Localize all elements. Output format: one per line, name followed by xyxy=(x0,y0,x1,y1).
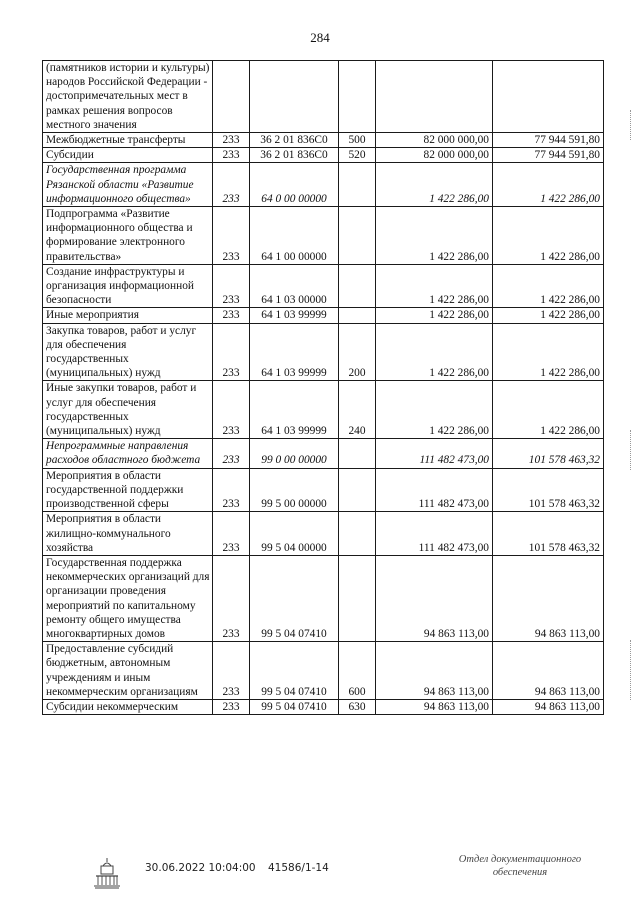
cell-target-article: 99 0 00 00000 xyxy=(250,439,339,468)
table-row xyxy=(43,207,604,265)
cell-ministry-code: 233 xyxy=(213,133,250,148)
cell-planned-amount xyxy=(376,61,493,133)
footer-stamp xyxy=(440,853,600,879)
cell-expense-type xyxy=(339,555,376,641)
table-row xyxy=(43,381,604,439)
cell-planned-amount: 82 000 000,00 xyxy=(376,148,493,163)
cell-expense-type: 200 xyxy=(339,323,376,381)
cell-actual-amount: 94 863 113,00 xyxy=(493,699,604,714)
cell-name: Предоставление субсидий бюджетным, автономным учреждениям и иным некоммерческим организациям xyxy=(43,642,213,700)
cell-ministry-code: 233 xyxy=(213,308,250,323)
cell-actual-amount: 1 422 286,00 xyxy=(493,264,604,308)
cell-name: Непрограммные направления расходов областного бюджета xyxy=(43,439,213,468)
cell-actual-amount: 77 944 591,80 xyxy=(493,133,604,148)
table-row xyxy=(43,512,604,556)
table-row xyxy=(43,468,604,512)
cell-ministry-code: 233 xyxy=(213,148,250,163)
cell-expense-type: 240 xyxy=(339,381,376,439)
table-row xyxy=(43,61,604,133)
budget-table xyxy=(42,60,604,715)
cell-ministry-code: 233 xyxy=(213,207,250,265)
table-row xyxy=(43,148,604,163)
cell-name: Создание инфраструктуры и организация информационной безопасности xyxy=(43,264,213,308)
cell-actual-amount: 1 422 286,00 xyxy=(493,323,604,381)
cell-actual-amount: 1 422 286,00 xyxy=(493,381,604,439)
building-emblem-icon xyxy=(92,856,122,890)
cell-expense-type xyxy=(339,468,376,512)
cell-planned-amount: 1 422 286,00 xyxy=(376,381,493,439)
cell-ministry-code: 233 xyxy=(213,699,250,714)
cell-ministry-code: 233 xyxy=(213,555,250,641)
cell-target-article: 99 5 04 00000 xyxy=(250,512,339,556)
table-row xyxy=(43,439,604,468)
cell-ministry-code: 233 xyxy=(213,323,250,381)
cell-expense-type: 520 xyxy=(339,148,376,163)
cell-actual-amount: 101 578 463,32 xyxy=(493,439,604,468)
cell-target-article: 64 1 00 00000 xyxy=(250,207,339,265)
cell-name: Мероприятия в области государственной поддержки производственной сферы xyxy=(43,468,213,512)
cell-actual-amount: 77 944 591,80 xyxy=(493,148,604,163)
cell-actual-amount: 1 422 286,00 xyxy=(493,163,604,207)
cell-name: Субсидии некоммерческим xyxy=(43,699,213,714)
cell-name: Межбюджетные трансферты xyxy=(43,133,213,148)
cell-planned-amount: 111 482 473,00 xyxy=(376,468,493,512)
footer-registration-number: 41586/1-14 xyxy=(268,862,329,874)
cell-actual-amount: 94 863 113,00 xyxy=(493,555,604,641)
cell-ministry-code: 233 xyxy=(213,642,250,700)
cell-target-article: 99 5 04 07410 xyxy=(250,555,339,641)
cell-actual-amount: 1 422 286,00 xyxy=(493,207,604,265)
cell-planned-amount: 111 482 473,00 xyxy=(376,439,493,468)
cell-planned-amount: 82 000 000,00 xyxy=(376,133,493,148)
cell-name: Государственная программа Рязанской области «Развитие информационного общества» xyxy=(43,163,213,207)
table-row xyxy=(43,555,604,641)
cell-ministry-code xyxy=(213,61,250,133)
cell-name: Подпрограмма «Развитие информационного общества и формирование электронного правительства» xyxy=(43,207,213,265)
margin-mark xyxy=(630,430,637,470)
table-row xyxy=(43,133,604,148)
cell-name: Государственная поддержка некоммерческих организаций для организации проведения мероприятий по капитальному ремонту общего имущества многоквартирных домов xyxy=(43,555,213,641)
cell-planned-amount: 1 422 286,00 xyxy=(376,163,493,207)
cell-target-article: 36 2 01 836C0 xyxy=(250,133,339,148)
cell-ministry-code: 233 xyxy=(213,512,250,556)
cell-ministry-code: 233 xyxy=(213,264,250,308)
cell-target-article: 64 1 03 99999 xyxy=(250,308,339,323)
cell-name: (памятников истории и культуры) народов Российской Федерации - достопримечательных мест в рамках решения вопросов местного значения xyxy=(43,61,213,133)
cell-planned-amount: 94 863 113,00 xyxy=(376,699,493,714)
table-row xyxy=(43,163,604,207)
cell-expense-type xyxy=(339,61,376,133)
cell-actual-amount: 101 578 463,32 xyxy=(493,468,604,512)
footer-date: 30.06.2022 10:04:00 xyxy=(145,862,256,874)
cell-planned-amount: 1 422 286,00 xyxy=(376,308,493,323)
cell-ministry-code: 233 xyxy=(213,163,250,207)
cell-ministry-code: 233 xyxy=(213,468,250,512)
table-row xyxy=(43,642,604,700)
cell-expense-type xyxy=(339,163,376,207)
cell-expense-type xyxy=(339,264,376,308)
cell-expense-type: 630 xyxy=(339,699,376,714)
cell-target-article xyxy=(250,61,339,133)
cell-target-article: 99 5 00 00000 xyxy=(250,468,339,512)
footer-stamp-line2: обеспечения xyxy=(492,867,548,878)
cell-expense-type xyxy=(339,207,376,265)
cell-expense-type xyxy=(339,439,376,468)
cell-planned-amount: 1 422 286,00 xyxy=(376,323,493,381)
table-row xyxy=(43,699,604,714)
cell-ministry-code: 233 xyxy=(213,439,250,468)
margin-mark xyxy=(630,640,637,700)
cell-expense-type xyxy=(339,308,376,323)
cell-name: Закупка товаров, работ и услуг для обеспечения государственных (муниципальных) нужд xyxy=(43,323,213,381)
cell-planned-amount: 94 863 113,00 xyxy=(376,555,493,641)
footer-stamp-line1: Отдел документационного xyxy=(458,854,582,865)
cell-target-article: 64 1 03 00000 xyxy=(250,264,339,308)
cell-name: Субсидии xyxy=(43,148,213,163)
cell-target-article: 99 5 04 07410 xyxy=(250,642,339,700)
cell-planned-amount: 1 422 286,00 xyxy=(376,264,493,308)
cell-name: Иные мероприятия xyxy=(43,308,213,323)
margin-mark xyxy=(630,110,637,140)
cell-actual-amount: 1 422 286,00 xyxy=(493,308,604,323)
cell-expense-type: 500 xyxy=(339,133,376,148)
table-row xyxy=(43,264,604,308)
cell-actual-amount: 94 863 113,00 xyxy=(493,642,604,700)
cell-target-article: 99 5 04 07410 xyxy=(250,699,339,714)
table-row xyxy=(43,323,604,381)
cell-actual-amount xyxy=(493,61,604,133)
page-number: 284 xyxy=(310,30,330,45)
cell-planned-amount: 111 482 473,00 xyxy=(376,512,493,556)
cell-actual-amount: 101 578 463,32 xyxy=(493,512,604,556)
cell-target-article: 64 1 03 99999 xyxy=(250,381,339,439)
cell-target-article: 64 0 00 00000 xyxy=(250,163,339,207)
table-row xyxy=(43,308,604,323)
cell-name: Мероприятия в области жилищно-коммунального хозяйства xyxy=(43,512,213,556)
cell-expense-type xyxy=(339,512,376,556)
cell-expense-type: 600 xyxy=(339,642,376,700)
cell-name: Иные закупки товаров, работ и услуг для обеспечения государственных (муниципальных) нужд xyxy=(43,381,213,439)
cell-planned-amount: 1 422 286,00 xyxy=(376,207,493,265)
cell-target-article: 64 1 03 99999 xyxy=(250,323,339,381)
cell-ministry-code: 233 xyxy=(213,381,250,439)
cell-target-article: 36 2 01 836C0 xyxy=(250,148,339,163)
cell-planned-amount: 94 863 113,00 xyxy=(376,642,493,700)
